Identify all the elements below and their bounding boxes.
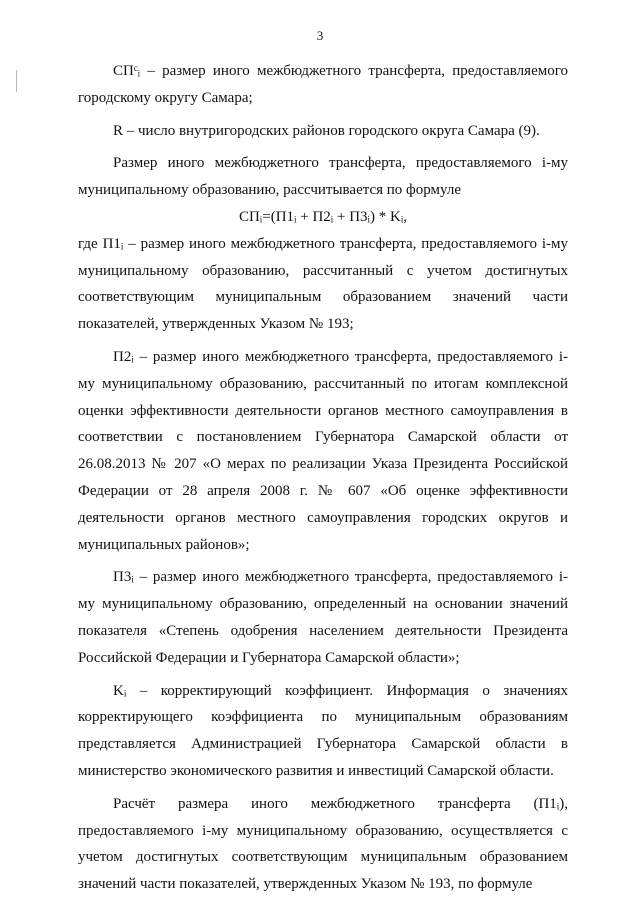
margin-mark	[16, 70, 17, 92]
paragraph-p1-calculation: Расчёт размера иного межбюджетного трансферта (П1ᵢ), предоставляемого i-му муниципальному образованию, осуществляется с учетом достигнутых соответствующим муниципальным образованием значений части показателей, утвержденных Указом № 193, по формуле	[78, 795, 568, 893]
paragraph-formula-intro: Размер иного межбюджетного трансферта, предоставляемого i-му муниципальному образованию, рассчитывается по формуле	[78, 155, 568, 199]
paragraph-p3-definition: П3ᵢ – размер иного межбюджетного трансферта, предоставляемого i-му муниципальному образованию, определенный на основании значений показателя «Степень одобрения населением деятельности Президента Российской Федерации и Губернатора Самарской области»;	[78, 569, 568, 666]
paragraph-p2-definition: П2ᵢ – размер иного межбюджетного трансферта, предоставляемого i-му муниципальному образованию, рассчитанный по итогам комплексной оценки эффективности деятельности органов местного самоуправления в соответствии с постановлением Губернатора Самарской области от 26.08.2013 № 207 «О мерах по реализации Указа Президента Российской Федерации от 28 апреля 2008 г. № 607 «Об оценке эффективности деятельности органов местного самоуправления городских округов и муниципальных районов»;	[78, 348, 568, 553]
paragraph-p1-definition: где П1ᵢ – размер иного межбюджетного трансферта, предоставляемого i-му муниципальному образованию, рассчитанный с учетом достигнутых соответствующим муниципальным образованием значений части показателей, утвержденных Указом № 193;	[78, 235, 568, 333]
formula-sp-i: СПᵢ=(П1ᵢ + П2ᵢ + П3ᵢ) * Kᵢ,	[238, 208, 408, 225]
paragraph-r-definition: R – число внутригородских районов городского округа Самара (9).	[113, 122, 540, 139]
document-body	[78, 58, 568, 898]
paragraph-k-definition: Kᵢ – корректирующий коэффициент. Информация о значениях корректирующего коэффициента по муниципальным образованиям представляется Администрацией Губернатора Самарской области в министерство экономического развития и инвестиций Самарской области.	[78, 682, 568, 779]
paragraph-sp-c-definition: СПᶜᵢ – размер иного межбюджетного трансферта, предоставляемого городскому округу Самара;	[78, 63, 568, 106]
page-number: 3	[316, 28, 324, 43]
